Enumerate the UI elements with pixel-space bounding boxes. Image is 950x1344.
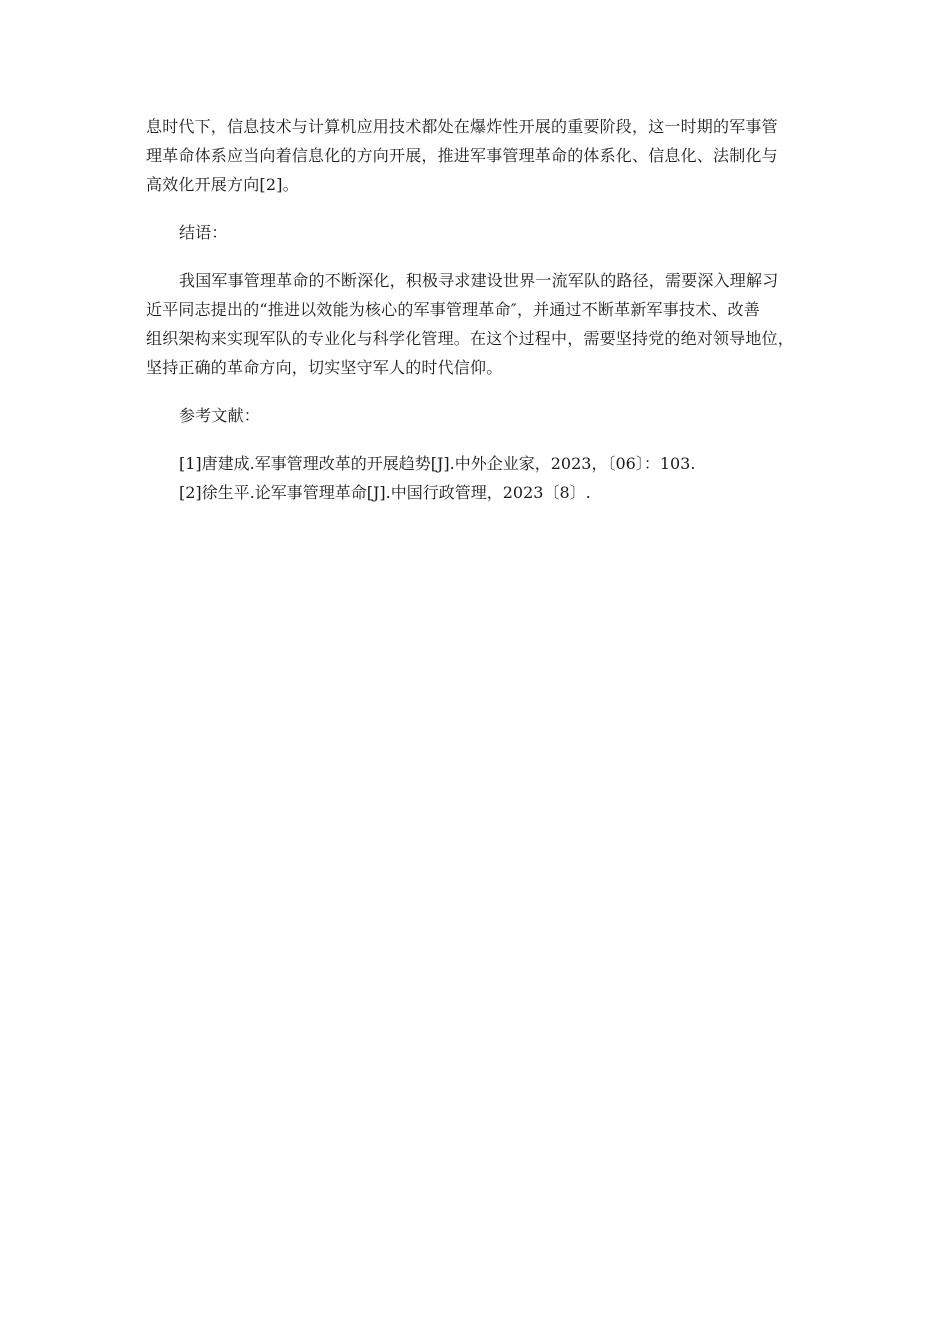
paragraph-line: 高效化开展方向[2]。	[146, 175, 299, 194]
conclusion-heading: 结语：	[179, 223, 228, 242]
reference-item: [2]徐生平.论军事管理革命[J].中国行政管理，2023〔8〕.	[179, 483, 591, 502]
references-heading: 参考文献：	[179, 406, 261, 425]
document-page	[146, 112, 806, 507]
paragraph-line: 我国军事管理革命的不断深化，积极寻求建设世界一流军队的路径，需要深入理解习	[179, 271, 779, 290]
paragraph-line: 坚持正确的革命方向，切实坚守军人的时代信仰。	[146, 358, 503, 377]
reference-item: [1]唐建成.军事管理改革的开展趋势[J].中外企业家，2023，〔06〕：103.	[179, 454, 696, 473]
paragraph-line: 组织架构来实现军队的专业化与科学化管理。在这个过程中，需要坚持党的绝对领导地位，	[146, 329, 795, 348]
paragraph-line: 理革命体系应当向着信息化的方向开展，推进军事管理革命的体系化、信息化、法制化与	[146, 146, 778, 165]
paragraph-line: 息时代下，信息技术与计算机应用技术都处在爆炸性开展的重要阶段，这一时期的军事管	[146, 117, 778, 136]
conclusion-paragraph	[146, 266, 806, 382]
body-paragraph-intro	[146, 112, 806, 199]
paragraph-line: 近平同志提出的“推进以效能为核心的军事管理革命″，并通过不断革新军事技术、改善	[146, 300, 760, 319]
